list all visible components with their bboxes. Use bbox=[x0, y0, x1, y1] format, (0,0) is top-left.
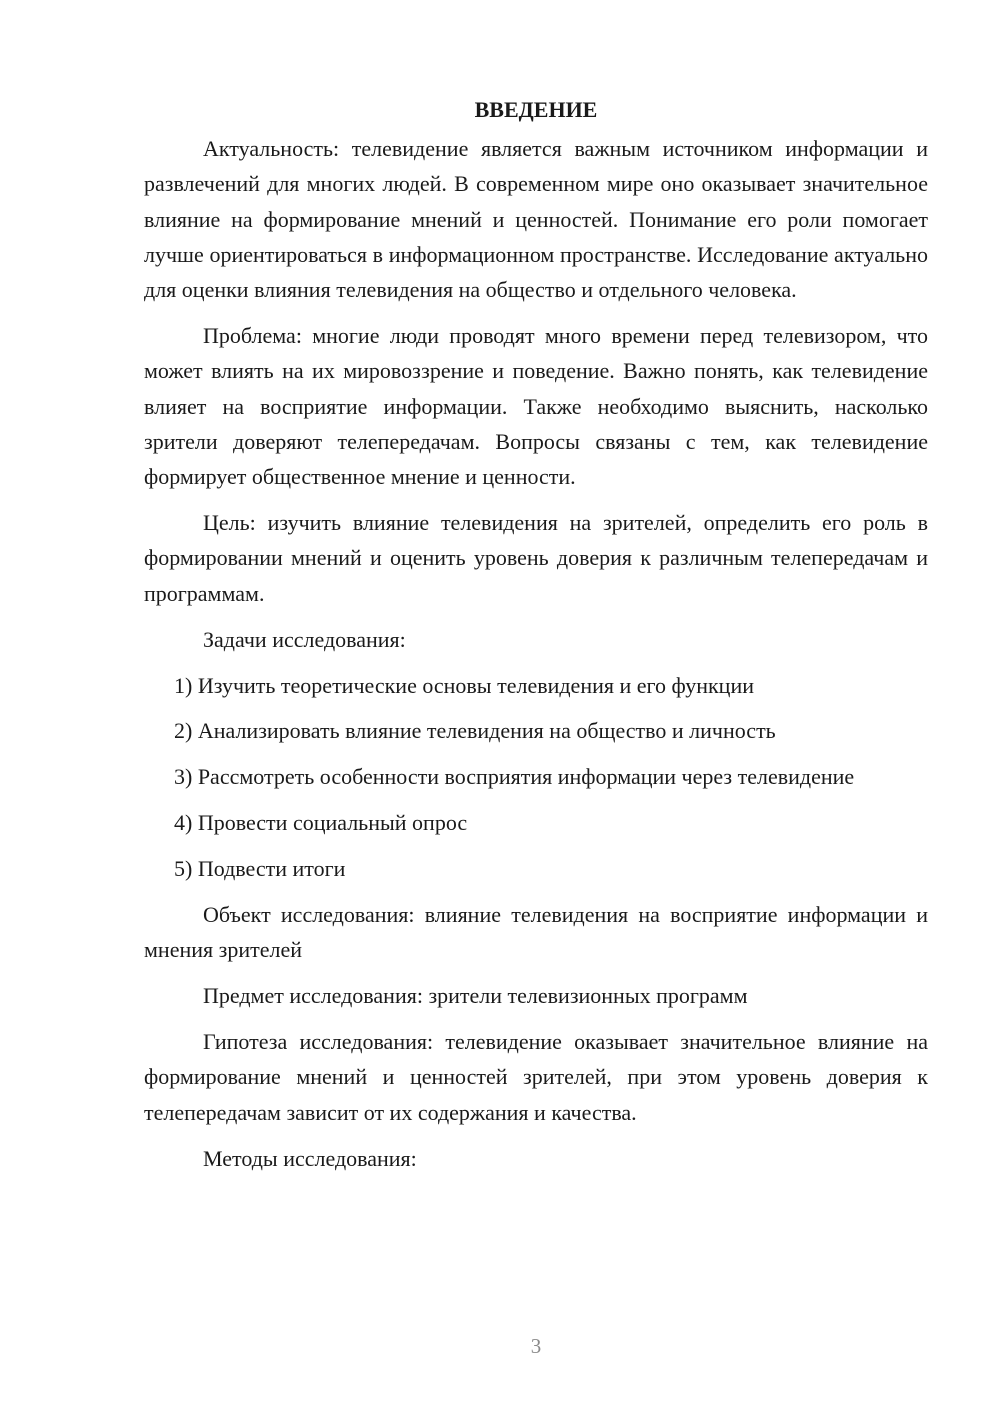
task-item-1: 1) Изучить теоретические основы телевидения и его функции bbox=[174, 672, 754, 698]
paragraph-tasks-heading: Задачи исследования: bbox=[203, 626, 406, 652]
task-item-3: 3) Рассмотреть особенности восприятия информации через телевидение bbox=[174, 764, 855, 790]
task-item-4: 4) Провести социальный опрос bbox=[174, 810, 468, 836]
task-item-5: 5) Подвести итоги bbox=[174, 856, 346, 882]
task-item-2: 2) Анализировать влияние телевидения на общество и личность bbox=[174, 718, 776, 744]
paragraph-problem: Проблема: многие люди проводят много времени перед телевизором, что может влиять на их мировоззрение и поведение. Важно понять, как телевидение влияет на восприятие информации. Также необходимо выяснить, насколько зрители доверяют телепередачам. Вопросы связаны с тем, как телевидение формирует общественное мнение и ценности. bbox=[144, 323, 928, 490]
paragraph-subject: Предмет исследования: зрители телевизионных программ bbox=[203, 983, 748, 1009]
paragraph-hypothesis: Гипотеза исследования: телевидение оказывает значительное влияние на формирование мнений и ценностей зрителей, при этом уровень доверия к телепередачам зависит от их содержания и качества. bbox=[144, 1029, 928, 1125]
document-page bbox=[144, 92, 928, 1186]
section-title: ВВЕДЕНИЕ bbox=[474, 97, 598, 122]
paragraph-relevance: Актуальность: телевидение является важным источником информации и развлечений для многих людей. В современном мире оно оказывает значительное влияние на формирование мнений и ценностей. Понимание его роли помогает лучше ориентироваться в информационном пространстве. Исследование актуально для оценки влияния телевидения на общество и отдельного человека. bbox=[144, 136, 928, 303]
paragraph-object: Объект исследования: влияние телевидения на восприятие информации и мнения зрителей bbox=[144, 901, 928, 963]
paragraph-goal: Цель: изучить влияние телевидения на зрителей, определить его роль в формировании мнений и оценить уровень доверия к различным телепередачам и программам. bbox=[144, 510, 928, 606]
paragraph-methods: Методы исследования: bbox=[203, 1145, 417, 1171]
page-number: 3 bbox=[530, 1334, 542, 1358]
